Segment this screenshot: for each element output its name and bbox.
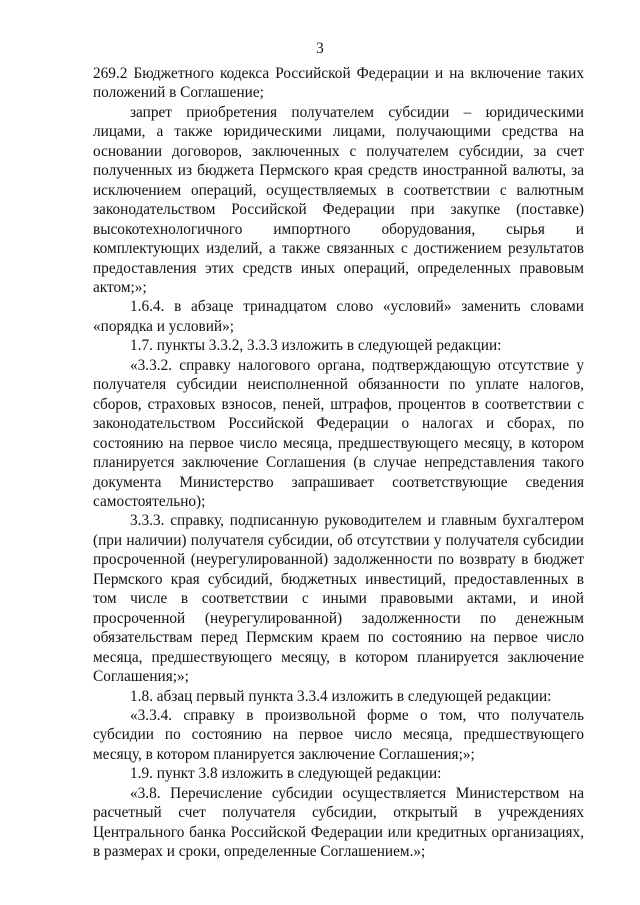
document-body [93,64,584,862]
page-number: 3 [316,40,324,57]
paragraph-3-3-3: 3.3.3. справку, подписанную руководителем и главным бухгалтером (при наличии) получателя субсидии, об отсутствии у получателя субсидии просроченной (неурегулированной) задолженности по возврату в бюджет Пермского края субсидий, бюджетных инвестиций, предоставленных в том числе в соответствии с иными правовыми актами, и иной просроченной (неурегулированной) задолженности по денежным обязательствам перед Пермским краем по состоянию на первое число месяца, предшествующего месяцу, в котором планируется заключение Соглашения;»; [93,512,584,686]
paragraph-budget-code-ref: 269.2 Бюджетного кодекса Российской Федерации и на включение таких положений в Соглашение; [93,65,584,102]
paragraph-1-9: 1.9. пункт 3.8 изложить в следующей редакции: [130,765,442,783]
paragraph-1-6-4: 1.6.4. в абзаце тринадцатом слово «условий» заменить словами «порядка и условий»; [93,298,584,335]
paragraph-1-7: 1.7. пункты 3.3.2, 3.3.3 изложить в следующей редакции: [130,337,502,355]
paragraph-1-8: 1.8. абзац первый пункта 3.3.4 изложить в следующей редакции: [130,687,552,705]
paragraph-3-3-2: «3.3.2. справку налогового органа, подтверждающую отсутствие у получателя субсидии неисполненной обязанности по уплате налогов, сборов, страховых взносов, пеней, штрафов, процентов в соответствии с законодательством Российской Федерации о налогах и сборах, по состоянию на первое число месяца, предшествующего месяцу, в котором планируется заключение Соглашения (в случае непредставления такого документа Министерство запрашивает соответствующие сведения самостоятельно); [93,356,584,510]
paragraph-3-8: «3.8. Перечисление субсидии осуществляется Министерством на расчетный счет получателя субсидии, открытый в учреждениях Центрального банка Российской Федерации или кредитных организациях, в размерах и сроки, определенные Соглашением.»; [93,784,584,861]
paragraph-currency-ban: запрет приобретения получателем субсидии – юридическими лицами, а также юридическими лицами, получающими средства на основании договоров, заключенных с получателем субсидии, за счет полученных из бюджета Пермского края средств иностранной валюты, за исключением операций, осуществляемых в соответствии с валютным законодательством Российской Федерации при закупке (поставке) высокотехнологичного импортного оборудования, сырья и комплектующих изделий, а также связанных с достижением результатов предоставления этих средств иных операций, определенных правовым актом;»; [93,103,584,296]
paragraph-3-3-4: «3.3.4. справку в произвольной форме о том, что получатель субсидии по состоянию на первое число месяца, предшествующего месяцу, в котором планируется заключение Соглашения;»; [93,706,584,763]
